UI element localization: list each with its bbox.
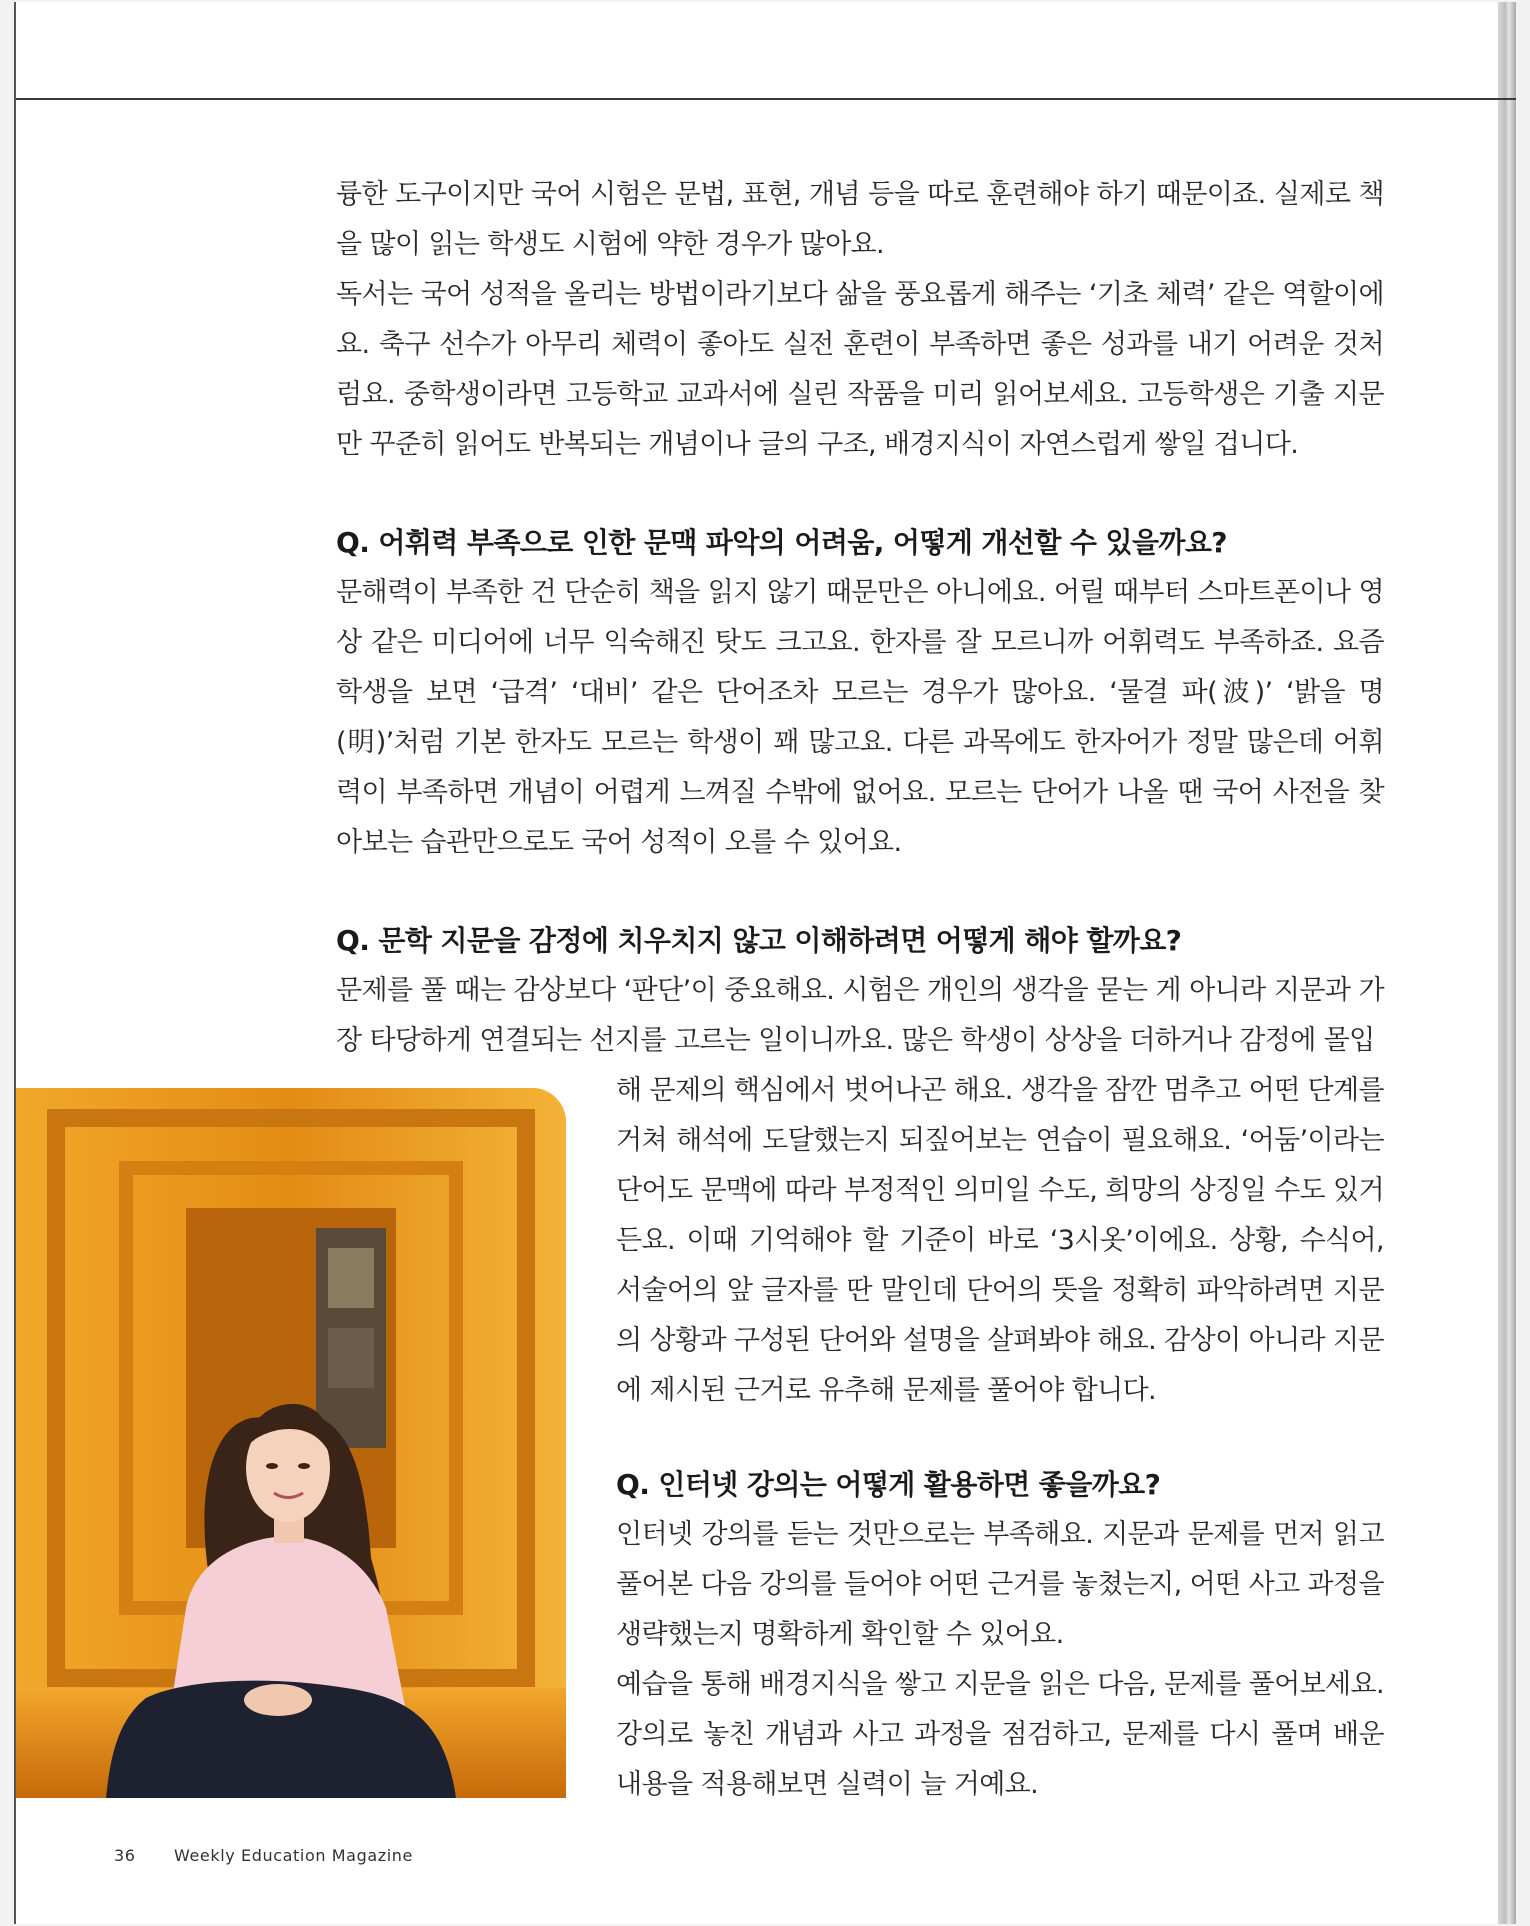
- answer-paragraph-wide: 문제를 풀 때는 감상보다 ‘판단’이 중요해요. 시험은 개인의 생각을 묻는 게 아니라 지문과 가장 타당하게 연결되는 선지를 고르는 일이니까요. 많은 학생이 상상을 더하거나 감정에 몰입: [336, 975, 1384, 1056]
- page-edge-stack: [1498, 2, 1516, 1924]
- header-rule: [16, 98, 1516, 100]
- question-heading: Q. 문학 지문을 감정에 치우치지 않고 이해하려면 어떻게 해야 할까요?: [336, 924, 1182, 957]
- qa-literature: [336, 916, 1384, 1066]
- question-heading: Q. 어휘력 부족으로 인한 문맥 파악의 어려움, 어떻게 개선할 수 있을까요?: [336, 526, 1227, 559]
- intro-block: [336, 170, 1384, 470]
- answer-paragraph-2: 예습을 통해 배경지식을 쌓고 지문을 읽은 다음, 문제를 풀어보세요. 강의로 놓친 개념과 사고 과정을 점검하고, 문제를 다시 풀며 배운 내용을 적용해보면 실력이 늘 거예요.: [616, 1669, 1384, 1800]
- qa-online-lecture: [616, 1460, 1384, 1810]
- page-footer: [114, 1846, 413, 1865]
- qa-vocabulary: [336, 518, 1384, 868]
- interviewee-photo: [16, 1088, 566, 1798]
- magazine-page: [14, 2, 1516, 1924]
- answer-paragraph-1: 인터넷 강의를 듣는 것만으로는 부족해요. 지문과 문제를 먼저 읽고 풀어본 다음 강의를 들어야 어떤 근거를 놓쳤는지, 어떤 사고 과정을 생략했는지 명확하게 확인할 수 있어요.: [616, 1519, 1384, 1650]
- answer-paragraph-narrow: 해 문제의 핵심에서 벗어나곤 해요. 생각을 잠깐 멈추고 어떤 단계를 거쳐 해석에 도달했는지 되짚어보는 연습이 필요해요. ‘어둠’이라는 단어도 문맥에 따라 부정적인 의미일 수도, 희망의 상징일 수도 있거든요. 이때 기억해야 할 기준이 바로 ‘3시옷’이에요. 상황, 수식어, 서술어의 앞 글자를 딴 말인데 단어의 뜻을 정확히 파악하려면 지문의 상황과 구성된 단어와 설명을 살펴봐야 해요. 감상이 아니라 지문에 제시된 근거로 유추해 문제를 풀어야 합니다.: [616, 1075, 1384, 1406]
- magazine-name: Weekly Education Magazine: [174, 1846, 413, 1865]
- intro-paragraph-1: 륭한 도구이지만 국어 시험은 문법, 표현, 개념 등을 따로 훈련해야 하기 때문이죠. 실제로 책을 많이 읽는 학생도 시험에 약한 경우가 많아요.: [336, 179, 1384, 260]
- answer-paragraph: 문해력이 부족한 건 단순히 책을 읽지 않기 때문만은 아니에요. 어릴 때부터 스마트폰이나 영상 같은 미디어에 너무 익숙해진 탓도 크고요. 한자를 잘 모르니까 어휘력도 부족하죠. 요즘 학생을 보면 ‘급격’ ‘대비’ 같은 단어조차 모르는 경우가 많아요. ‘물결 파(波)’ ‘밝을 명(明)’처럼 기본 한자도 모르는 학생이 꽤 많고요. 다른 과목에도 한자어가 정말 많은데 어휘력이 부족하면 개념이 어렵게 느껴질 수밖에 없어요. 모르는 단어가 나올 땐 국어 사전을 찾아보는 습관만으로도 국어 성적이 오를 수 있어요.: [336, 577, 1384, 858]
- page-number: 36: [114, 1846, 136, 1865]
- intro-paragraph-2: 독서는 국어 성적을 올리는 방법이라기보다 삶을 풍요롭게 해주는 ‘기초 체력’ 같은 역할이에요. 축구 선수가 아무리 체력이 좋아도 실전 훈련이 부족하면 좋은 성과를 내기 어려운 것처럼요. 중학생이라면 고등학교 교과서에 실린 작품을 미리 읽어보세요. 고등학생은 기출 지문만 꾸준히 읽어도 반복되는 개념이나 글의 구조, 배경지식이 자연스럽게 쌓일 겁니다.: [336, 279, 1384, 460]
- question-heading: Q. 인터넷 강의는 어떻게 활용하면 좋을까요?: [616, 1468, 1161, 1501]
- qa-literature-continued: [616, 1066, 1384, 1416]
- photo-illustration: [16, 1088, 566, 1798]
